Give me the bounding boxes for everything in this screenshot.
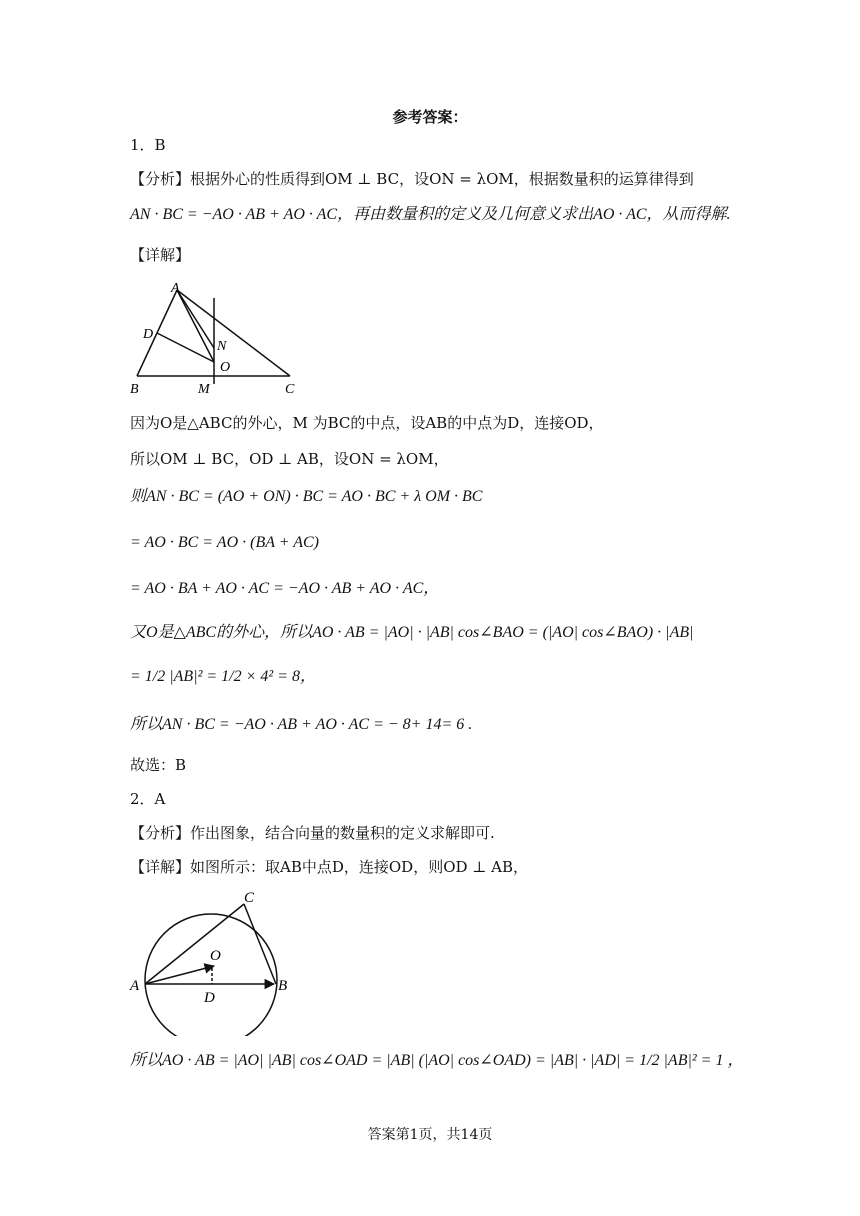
q1-detail-line3: 则AN · BC = (AO + ON) · BC = AO · BC + λ OM · BC	[130, 488, 483, 505]
label-c: C	[285, 382, 295, 397]
label-a2: A	[130, 978, 140, 994]
page-title: 参考答案：	[392, 108, 468, 126]
q1-analysis-line1: 【分析】根据外心的性质得到OM ⊥ BC，设ON = λOM，根据数量积的运算律得到	[130, 170, 694, 188]
label-a: A	[171, 281, 180, 296]
label-o2: O	[210, 948, 221, 964]
label-d2: D	[204, 990, 215, 1006]
triangle-figure	[125, 278, 315, 398]
label-c2: C	[244, 890, 255, 906]
q2-detail-line1: 【详解】如图所示：取AB中点D，连接OD，则OD ⊥ AB，	[130, 858, 529, 876]
q1-detail-line2: 所以OM ⊥ BC，OD ⊥ AB，设ON = λOM，	[130, 450, 449, 468]
label-n: N	[217, 339, 227, 354]
page-footer: 答案第1页，共14页	[367, 1127, 493, 1143]
q1-detail-line8: 所以AN · BC = −AO · AB + AO · AC = − 8+ 14= 6 .	[130, 716, 473, 733]
q1-detail-line5: = AO · BA + AO · AC = −AO · AB + AO · AC，	[130, 580, 440, 597]
q1-detail-heading: 【详解】	[130, 246, 191, 264]
q1-detail-line4: = AO · BC = AO · (BA + AC)	[130, 534, 319, 551]
q1-analysis-line2: AN · BC = −AO · AB + AO · AC，再由数量积的定义及几何意义求出AO · AC，从而得解.	[130, 206, 731, 223]
q1-choice: 故选：B	[130, 756, 187, 774]
label-m: M	[198, 382, 210, 397]
label-d: D	[143, 327, 154, 342]
label-o: O	[220, 360, 231, 375]
label-b2: B	[278, 978, 288, 994]
q2-detail-line2: 所以AO · AB = |AO| |AB| cos∠OAD = |AB| (|AO| cos∠OAD) = |AB| · |AD| = 1/2 |AB|² = 1 ，	[130, 1052, 744, 1069]
q2-analysis: 【分析】作出图象，结合向量的数量积的定义求解即可.	[130, 824, 495, 842]
q1-answer: 1．B	[130, 136, 166, 154]
q1-detail-line1: 因为O是△ABC的外心，M 为BC的中点，设AB的中点为D，连接OD，	[130, 414, 604, 432]
circle-figure	[126, 886, 296, 1036]
q1-detail-line7: = 1/2 |AB|² = 1/2 × 4² = 8，	[130, 668, 317, 685]
q1-detail-line6: 又O是△ABC的外心，所以AO · AB = |AO| · |AB| cos∠BAO = (|AO| cos∠BAO) · |AB|	[130, 624, 694, 641]
q2-answer: 2．A	[130, 790, 166, 808]
label-b: B	[130, 382, 139, 397]
